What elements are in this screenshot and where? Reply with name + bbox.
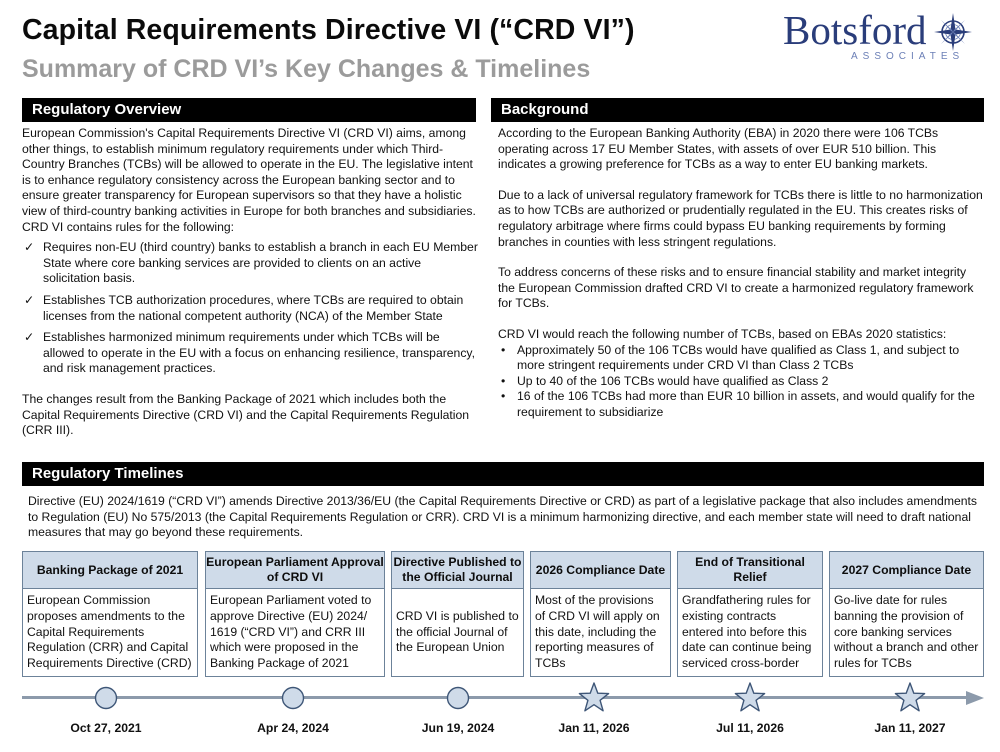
overview-intro: European Commission's Capital Requirements Directive VI (CRD VI) aims, among other things, to establish minimum regulatory requirements under which Third-Country Branches (TCBs) will be allowed to operate in the EU. The legislative intent is to enhance regulatory consistency across the European banking sector and to ensure greater transparency for European supervisors so that they have a holistic view of third-country banking activities in Europe for both branches and subsidiaries. CRD VI contains rules for the following: — [22, 126, 476, 234]
section-header-regulatory-overview: Regulatory Overview — [22, 98, 476, 122]
bullet-icon: • — [501, 389, 506, 404]
overview-closing: The changes result from the Banking Package of 2021 which includes both the Capital Requirements Directive (CRD VI) and the Capital Requirements Regulation (CRR III). — [22, 391, 470, 438]
check-icon: ✓ — [24, 240, 35, 255]
check-item: ✓ Establishes harmonized minimum requirements under which TCBs will be allowed to operate in the EU with a focus on enhancing resilience, transparency, and risk management practices. — [24, 330, 476, 376]
timeline-arrow-icon — [966, 690, 984, 706]
page-subtitle: Summary of CRD VI’s Key Changes & Timelines — [22, 55, 591, 83]
milestone-date: Jul 11, 2026 — [716, 721, 784, 735]
milestone-circle-icon — [281, 686, 305, 710]
milestone-star-icon — [734, 682, 766, 713]
timeline-box-title: Banking Package of 2021 — [22, 551, 198, 589]
background-paragraph-2: Due to a lack of universal regulatory framework for TCBs there is little to no harmonization as to how TCBs are authorized or prudentially regulated in the EU. This creates risks of regulatory arbitrage where firms could bypass EU banking requirements by forming branches in counties with less stringent regulations. — [498, 187, 983, 249]
botsford-logo — [783, 8, 988, 64]
timeline-box-2026-compliance — [530, 551, 671, 677]
milestone-date: Jun 19, 2024 — [421, 721, 495, 735]
logo-wordmark: Botsford — [783, 7, 927, 53]
check-icon: ✓ — [24, 330, 35, 345]
milestone-date: Jan 11, 2026 — [558, 721, 630, 735]
timeline-box-body: European Commission proposes amendments to the Capital Requirements Regulation (CRR) and Capital Requirements Directive (CRD) — [22, 589, 198, 677]
background-paragraph-3: To address concerns of these risks and to ensure financial stability and market integrity the European Commission drafted CRD VI to create a harmonized regulatory framework for TCBs. — [498, 265, 974, 311]
section-header-background: Background — [491, 98, 984, 122]
milestone-star-icon — [894, 682, 926, 713]
overview-check-list — [22, 240, 478, 377]
check-item: ✓ Establishes TCB authorization procedures, where TCBs are required to obtain licenses from the national competent authority (NCA) of the Member State — [24, 292, 464, 323]
timeline-box-title: 2026 Compliance Date — [530, 551, 671, 589]
check-item: ✓ Requires non-EU (third country) banks to establish a branch in each EU Member State where core banking services are provided to clients on an active solicitation basis. — [24, 240, 478, 286]
section-header-regulatory-timelines: Regulatory Timelines — [22, 462, 984, 486]
compass-rose-icon — [933, 12, 973, 52]
timeline-box-banking-package — [22, 551, 198, 677]
bullet-item: • Up to 40 of the 106 TCBs would have qualified as Class 2 — [501, 373, 829, 388]
timeline-box-directive-published — [391, 551, 524, 677]
background-text — [498, 126, 984, 421]
milestone-circle-icon — [446, 686, 470, 710]
background-bullet-list — [498, 343, 984, 421]
milestone-date: Jan 11, 2027 — [874, 721, 946, 735]
timeline-box-body: Go-live date for rules banning the provision of core banking services without a branch and other rules for TCBs — [829, 589, 984, 677]
check-icon: ✓ — [24, 292, 35, 307]
regulatory-overview-text — [22, 126, 478, 439]
background-paragraph-4: CRD VI would reach the following number of TCBs, based on EBAs 2020 statistics: — [498, 326, 947, 341]
timeline-box-title: 2027 Compliance Date — [829, 551, 984, 589]
bullet-icon: • — [501, 342, 506, 357]
timeline-axis — [22, 696, 970, 699]
bullet-item: • 16 of the 106 TCBs had more than EUR 10 billion in assets, and would qualify for the requirement to subsidiarize — [501, 389, 975, 419]
timeline-box-body: Grandfathering rules for existing contracts entered into before this date can continue being serviced cross-border — [677, 589, 823, 677]
timeline-box-body: Most of the provisions of CRD VI will apply on this date, including the reporting measures of TCBs — [530, 589, 671, 677]
timeline-box-end-transitional-relief — [677, 551, 823, 677]
timeline-box-2027-compliance — [829, 551, 984, 677]
page-title: Capital Requirements Directive VI (“CRD VI”) — [22, 14, 635, 46]
bullet-icon: • — [501, 373, 506, 388]
timeline-box-title: End of Transitional Relief — [677, 551, 823, 589]
timeline-box-body: CRD VI is published to the official Journal of the European Union — [391, 589, 524, 677]
milestone-date: Oct 27, 2021 — [70, 721, 142, 735]
timeline-box-parliament-approval — [205, 551, 385, 677]
milestone-circle-icon — [94, 686, 118, 710]
bullet-item: • Approximately 50 of the 106 TCBs would have qualified as Class 1, and subject to more stringent requirements under CRD VI than Class 2 TCBs — [501, 342, 960, 373]
background-paragraph-1: According to the European Banking Authority (EBA) in 2020 there were 106 TCBs operating across 17 EU Member States, with assets of over EUR 510 billion. This indicates a growing preference for TCBs as a way to enter EU banking markets. — [498, 126, 939, 172]
timeline-box-title: Directive Published to the Official Journal — [391, 551, 524, 589]
milestone-date: Apr 24, 2024 — [257, 721, 329, 735]
milestone-star-icon — [578, 682, 610, 713]
timelines-intro: Directive (EU) 2024/1619 (“CRD VI”) amends Directive 2013/36/EU (the Capital Requirements Directive or CRD) as part of a legislative package that also includes amendments to Regulation (EU) No 575/2013 (the Capital Requirements Regulation or CRR). CRD VI is a minimum harmonizing directive, and each member state will need to draft national measures that may go beyond these requirements. — [28, 494, 978, 540]
timeline-box-body: European Parliament voted to approve Directive (EU) 2024/ 1619 (“CRD VI”) and CRR III which were proposed in the Banking Package of 2021 — [205, 589, 385, 677]
timeline-box-title: European Parliament Approval of CRD VI — [205, 551, 385, 589]
logo-subtext: ASSOCIATES — [851, 51, 965, 62]
